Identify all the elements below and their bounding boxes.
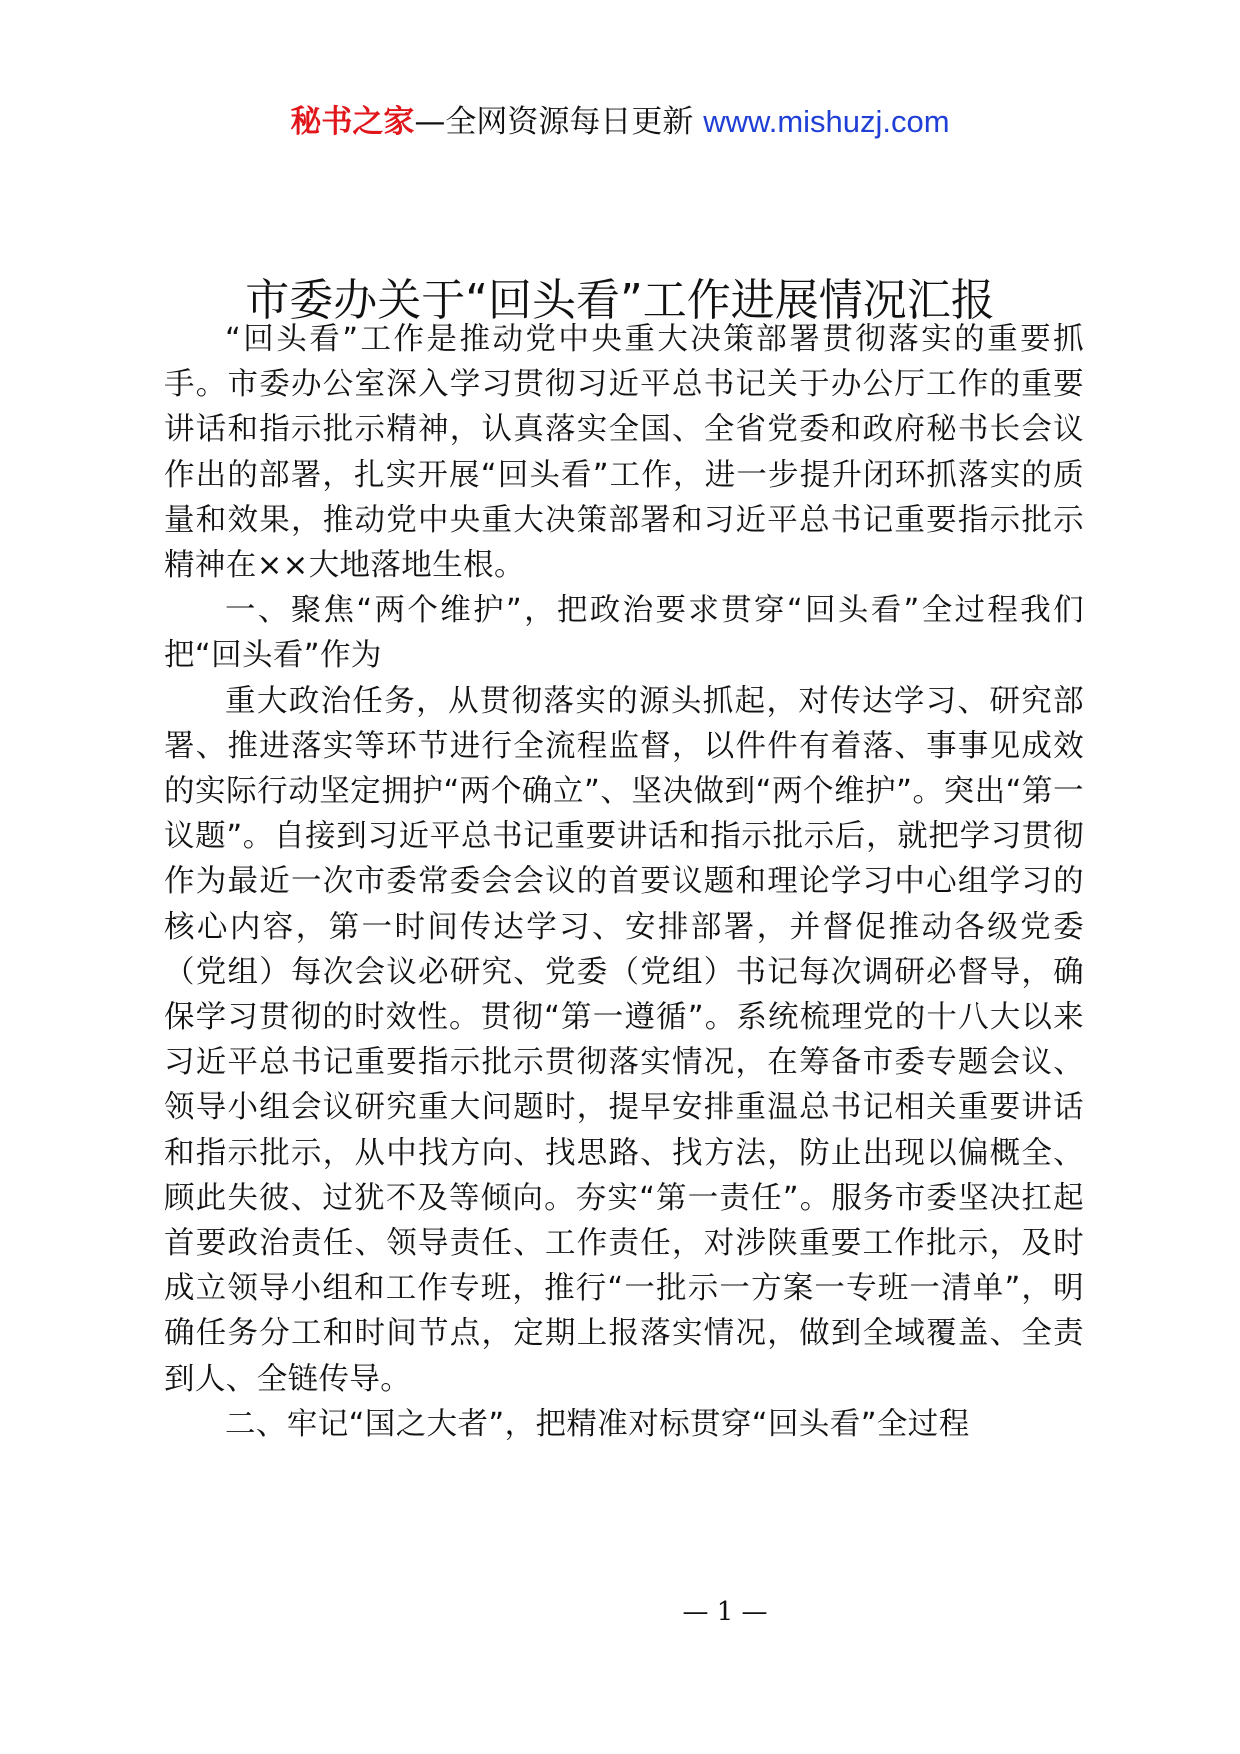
document-body [164,317,1084,1447]
header-banner [0,100,1240,144]
brand-name: 秘书之家 [290,104,415,140]
site-url-link[interactable]: www.mishuzj.com [703,104,950,139]
header-tagline: —全网资源每日更新 [414,104,694,140]
paragraph-section-one-heading: 一、聚焦“两个维护”，把政治要求贯穿“回头看”全过程我们把“回头看”作为 [164,593,1084,674]
document-title: 市委办关于“回头看”工作进展情况汇报 [245,275,995,327]
paragraph-section-two-heading: 二、牢记“国之大者”，把精准对标贯穿“回头看”全过程 [225,1406,970,1442]
paragraph-section-one-body: 重大政治任务，从贯彻落实的源头抓起，对传达学习、研究部署、推进落实等环节进行全流程监督，以件件有着落、事事见成效的实际行动坚定拥护“两个确立”、坚决做到“两个维护”。突出“第一议题”。自接到习近平总书记重要讲话和指示批示后，就把学习贯彻作为最近一次市委常委会会议的首要议题和理论学习中心组学习的核心内容，第一时间传达学习、安排部署，并督促推动各级党委（党组）每次会议必研究、党委（党组）书记每次调研必督导，确保学习贯彻的时效性。贯彻“第一遵循”。系统梳理党的十八大以来习近平总书记重要指示批示贯彻落实情况，在筹备市委专题会议、领导小组会议研究重大问题时，提早安排重温总书记相关重要讲话和指示批示，从中找方向、找思路、找方法，防止出现以偏概全、顾此失彼、过犹不及等倾向。夯实“第一责任”。服务市委坚决扛起首要政治责任、领导责任、工作责任，对涉陕重要工作批示，及时成立领导小组和工作专班，推行“一批示一方案一专班一清单”，明确任务分工和时间节点，定期上报落实情况，做到全域覆盖、全责到人、全链传导。 [164,683,1084,1397]
page-number: — 1 — [682,1597,768,1627]
paragraph-intro: “回头看”工作是推动党中央重大决策部署贯彻落实的重要抓手。市委办公室深入学习贯彻习近平总书记关于办公厅工作的重要讲话和指示批示精神，认真落实全国、全省党委和政府秘书长会议作出的部署，扎实开展“回头看”工作，进一步提升闭环抓落实的质量和效果，推动党中央重大决策部署和习近平总书记重要指示批示精神在××大地落地生根。 [164,322,1084,584]
